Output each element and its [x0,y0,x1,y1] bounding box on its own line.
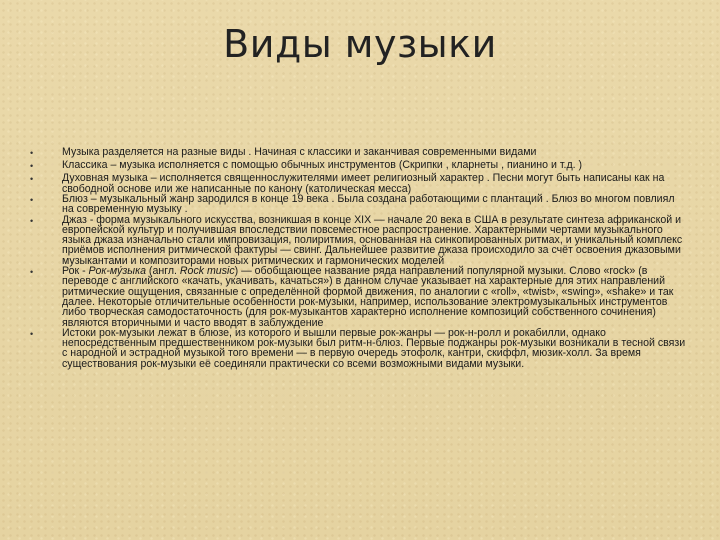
bullet-text: Истоки рок-музыки лежат в блюзе, из которого и вышли первые рок-жанры — рок-н-ролл и рокабилли, однако непосредственным предшественником рок-музыки был ритм-н-блюз. Первые поджанры рок-музыки возникали в тесной связи с народной и эстрадной музыкой того времени — в первую очередь этофолк, кантри, скиффл, мюзик-холл. За время существования рок-музыки её соединяли практически со всеми возможными видами музыки. [62,326,686,370]
bullet-text: Джаз - форма музыкального искусства, возникшая в конце XIX — начале 20 века в США в результате синтеза африканской и европейской культур и получившая впоследствии повсеместное распространение. Характерными чертами музыкального языка джаза изначально стали импровизация, полиритмия, основанная на синкопированных ритмах, и уникальный комплекс приёмов исполнения ритмической фактуры — свинг. Дальнейшее развитие джаза происходило за счёт освоения джазовыми музыкантами и композиторами новых ритмических и гармонических моделей [62,213,683,267]
slide-title: Виды музыки [223,22,497,66]
bullet-item [28,194,688,215]
bullet-item [28,173,688,194]
bullet-list [28,147,688,369]
bullet-text-lead: Рок - [62,265,89,278]
bullet-text: Классика – музыка исполняется с помощью обычных инструментов (Скрипки , кларнеты , пианино и т.д. ) [62,159,583,172]
bullet-dot-icon: • [30,174,34,185]
bullet-item [28,215,688,266]
bullet-dot-icon: • [30,148,34,158]
bullet-dot-icon: • [30,195,34,205]
bullet-text-term-en: Rock music [179,265,235,278]
bullet-item [28,328,688,369]
bullet-text [62,266,688,328]
bullet-dot-icon: • [30,267,34,278]
bullet-item [28,266,688,328]
bullet-text-mid: (англ. [145,265,180,278]
bullet-dot-icon: • [30,215,34,226]
bullet-text: Музыка разделяется на разные виды . Начиная с классики и заканчивая современными видами [62,146,537,158]
bullet-text: Духовная музыка – исполняется священнослужителями имеет религиозный характер . Песни могут быть написаны как на свободной основе или же написанные по канону (католическая месса) [62,172,665,195]
bullet-dot-icon: • [30,161,34,172]
bullet-text: Блюз – музыкальный жанр зародился в конце 19 века . Была создана работающими с плантаций . Блюз во многом повлиял на современную музыку . [62,193,675,216]
bullet-dot-icon: • [30,328,34,339]
bullet-text-term: Рок-му́зыка [88,265,146,278]
bullet-text-body: ) — обобщающее название ряда направлений популярной музыки. Слово «rock» (в переводе с английского «качать, укачивать, качаться») в данном случае указывает на характерные для этих направлений ритмические ощущения, связанные с определённой формой движения, по аналогии с «roll», «twist», «swing», «shake» и так далее. Некоторые отличительные особенности рок-музыки, например, использование электромузыкальных инструментов либо творческая самодостаточность (для рок-музыкантов характерно исполнение композиций собственного сочинения) являются вторичными и часто вводят в заблуждение [62,265,674,329]
